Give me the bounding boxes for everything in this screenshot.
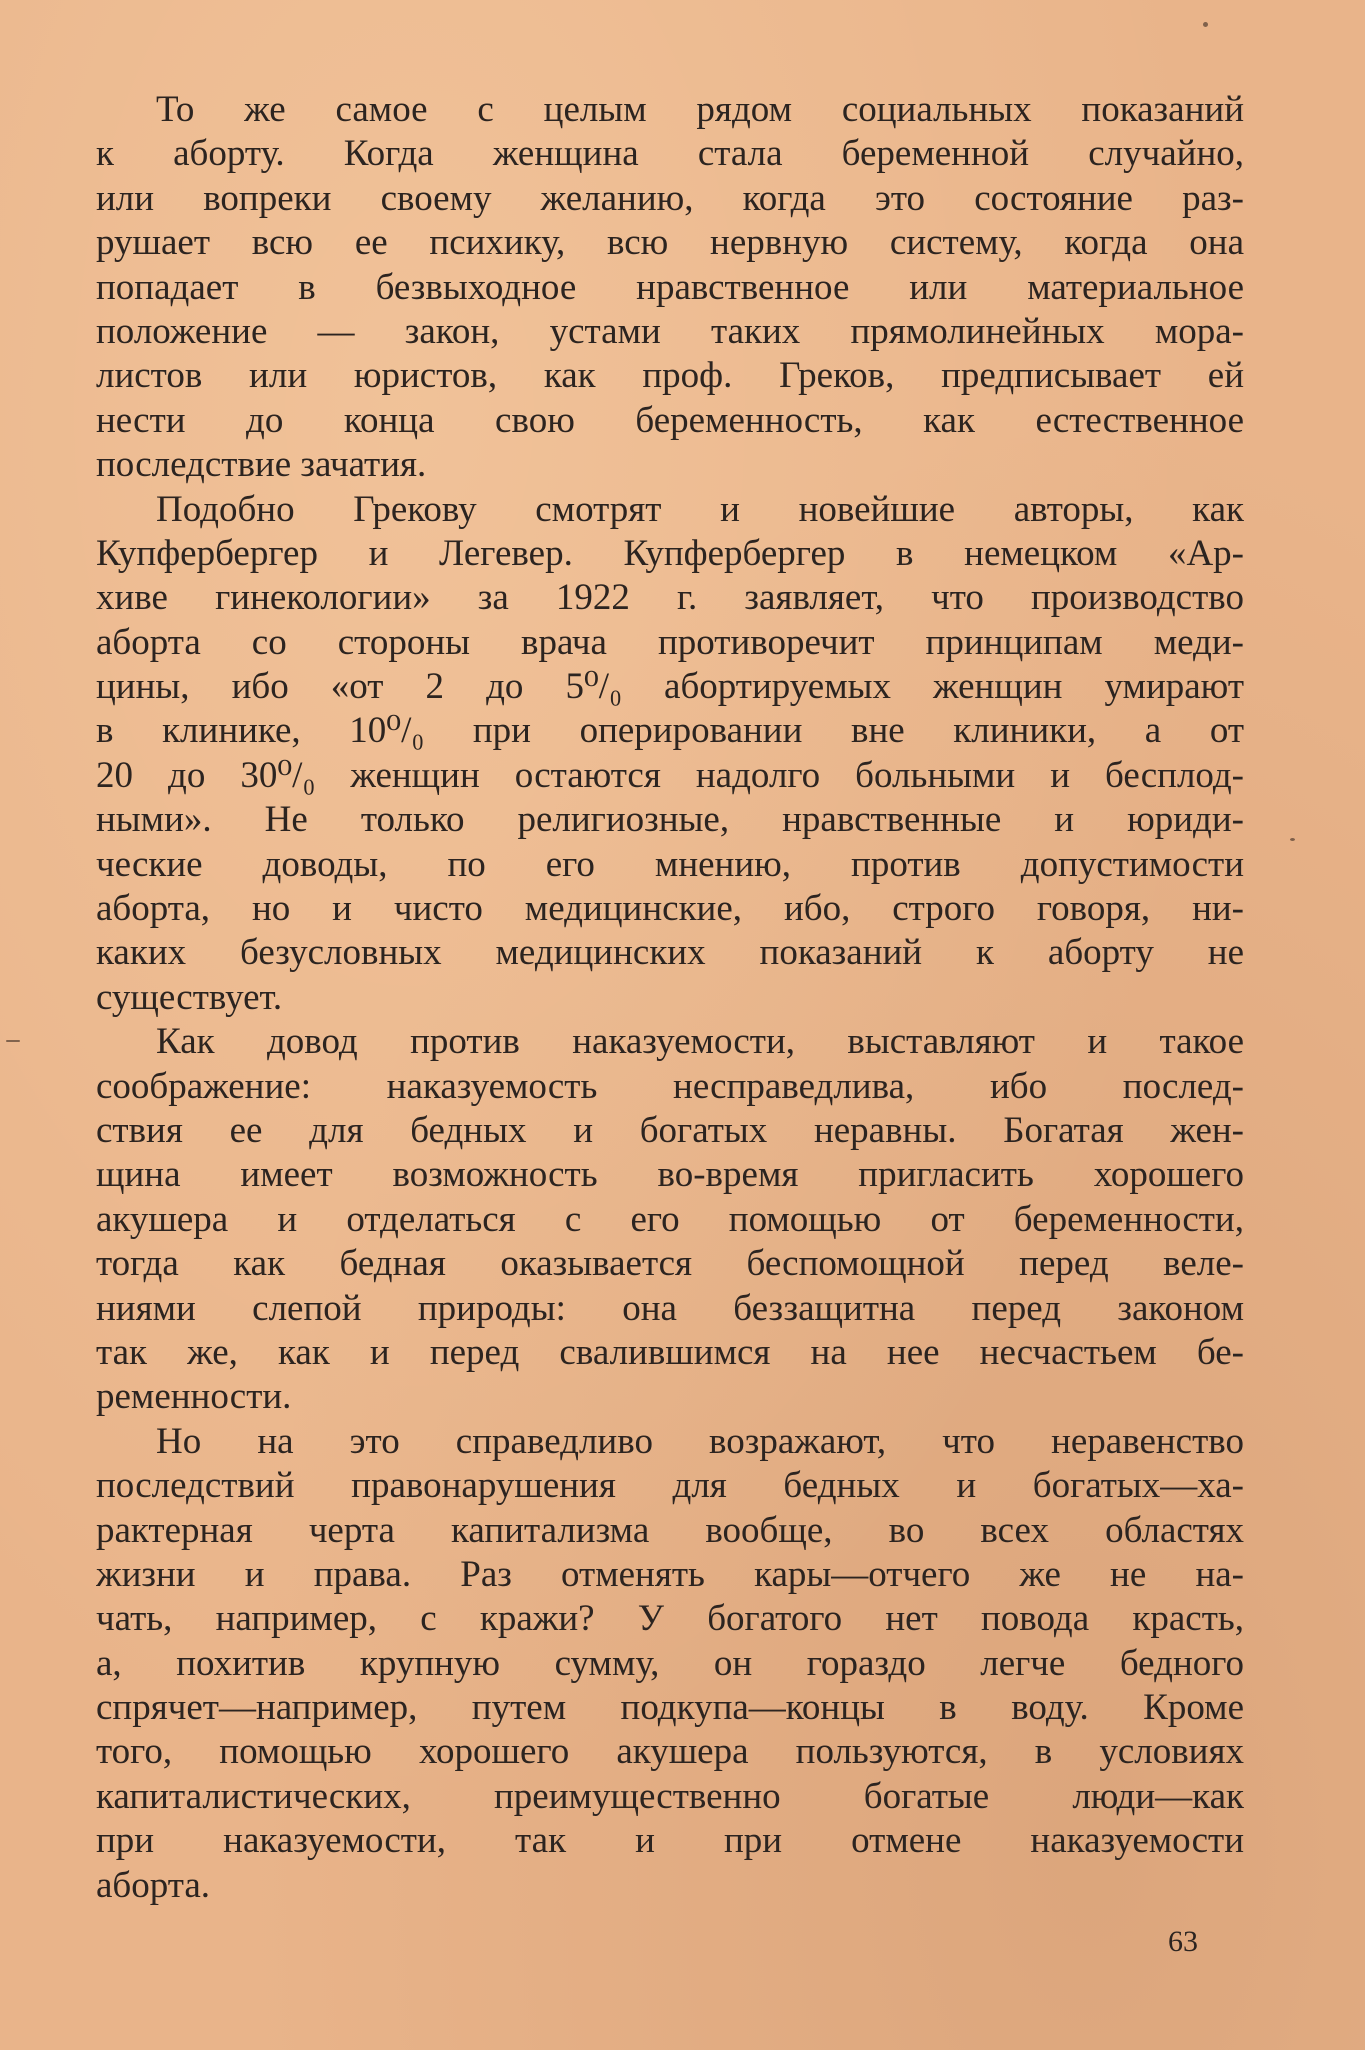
paper-speck	[1290, 838, 1295, 841]
text-line: попадает в безвыходное нравственное или материальное	[96, 266, 1244, 308]
text-line: ными». Не только религиозные, нравственные и юриди-	[96, 799, 1244, 841]
text-line: чать, например, с кражи? У богатого нет повода красть,	[96, 1598, 1244, 1640]
text-line: Как довод против наказуемости, выставляют и такое	[156, 1021, 1244, 1063]
text-line: щина имеет возможность во-время пригласить хорошего	[96, 1154, 1244, 1196]
text-line: жизни и права. Раз отменять кары—отчего же не на-	[96, 1553, 1244, 1595]
text-line: рушает всю ее психику, всю нервную систему, когда она	[96, 222, 1244, 264]
text-line: положение — закон, устами таких прямолинейных мора-	[96, 310, 1244, 352]
text-line: рактерная черта капитализма вообще, во всех областях	[96, 1509, 1244, 1551]
text-line: соображение: наказуемость несправедлива, ибо послед-	[96, 1065, 1244, 1107]
text-line: Купфербергер и Легевер. Купфербергер в немецком «Ар-	[96, 532, 1244, 574]
text-line: при наказуемости, так и при отмене наказуемости	[96, 1820, 1244, 1862]
text-line: тогда как бедная оказывается беспомощной перед веле-	[96, 1243, 1244, 1285]
text-line: цины, ибо «от 2 до 5⁰/₀ абортируемых женщин умирают	[96, 666, 1244, 708]
page-body-text	[96, 88, 1244, 1908]
text-line: аборта со стороны врача противоречит принципам меди-	[96, 621, 1244, 663]
page-number: 63	[1168, 1925, 1198, 1958]
text-line: аборта.	[96, 1864, 211, 1906]
text-line: последствий правонарушения для бедных и богатых—ха-	[96, 1465, 1244, 1507]
text-line: акушера и отделаться с его помощью от беременности,	[96, 1198, 1244, 1240]
text-line: 20 до 30⁰/₀ женщин остаются надолго больными и бесплод-	[96, 754, 1244, 796]
text-line: к аборту. Когда женщина стала беременной случайно,	[96, 133, 1244, 175]
paper-speck	[1203, 22, 1208, 27]
text-line: ниями слепой природы: она беззащитна перед законом	[96, 1287, 1244, 1329]
text-line: а, похитив крупную сумму, он гораздо легче бедного	[96, 1642, 1244, 1684]
text-line: ствия ее для бедных и богатых неравны. Богатая жен-	[96, 1109, 1244, 1151]
text-line: хиве гинекологии» за 1922 г. заявляет, что производство	[96, 577, 1244, 619]
text-line: аборта, но и чисто медицинские, ибо, строго говоря, ни-	[96, 888, 1244, 930]
text-line: Но на это справедливо возражают, что неравенство	[156, 1420, 1244, 1462]
text-line: или вопреки своему желанию, когда это состояние раз-	[96, 177, 1244, 219]
text-line: То же самое с целым рядом социальных показаний	[156, 89, 1244, 130]
text-line: того, помощью хорошего акушера пользуются, в условиях	[96, 1731, 1244, 1773]
text-line: Подобно Грекову смотрят и новейшие авторы, как	[156, 488, 1244, 530]
text-line: нести до конца свою беременность, как естественное	[96, 399, 1244, 441]
text-line: листов или юристов, как проф. Греков, предписывает ей	[96, 355, 1244, 397]
text-line: ческие доводы, по его мнению, против допустимости	[96, 843, 1244, 885]
paper-speck	[6, 1040, 20, 1042]
text-line: существует.	[96, 976, 283, 1018]
text-line: последствие зачатия.	[96, 444, 427, 486]
text-line: каких безусловных медицинских показаний к аборту не	[96, 932, 1244, 974]
text-line: ременности.	[96, 1376, 292, 1418]
text-line: так же, как и перед свалившимся на нее несчастьем бе-	[96, 1331, 1244, 1373]
text-line: капиталистических, преимущественно богатые люди—как	[96, 1775, 1244, 1817]
text-line: в клинике, 10⁰/₀ при оперировании вне клиники, а от	[96, 710, 1244, 752]
text-line: спрячет—например, путем подкупа—концы в воду. Кроме	[96, 1687, 1244, 1729]
